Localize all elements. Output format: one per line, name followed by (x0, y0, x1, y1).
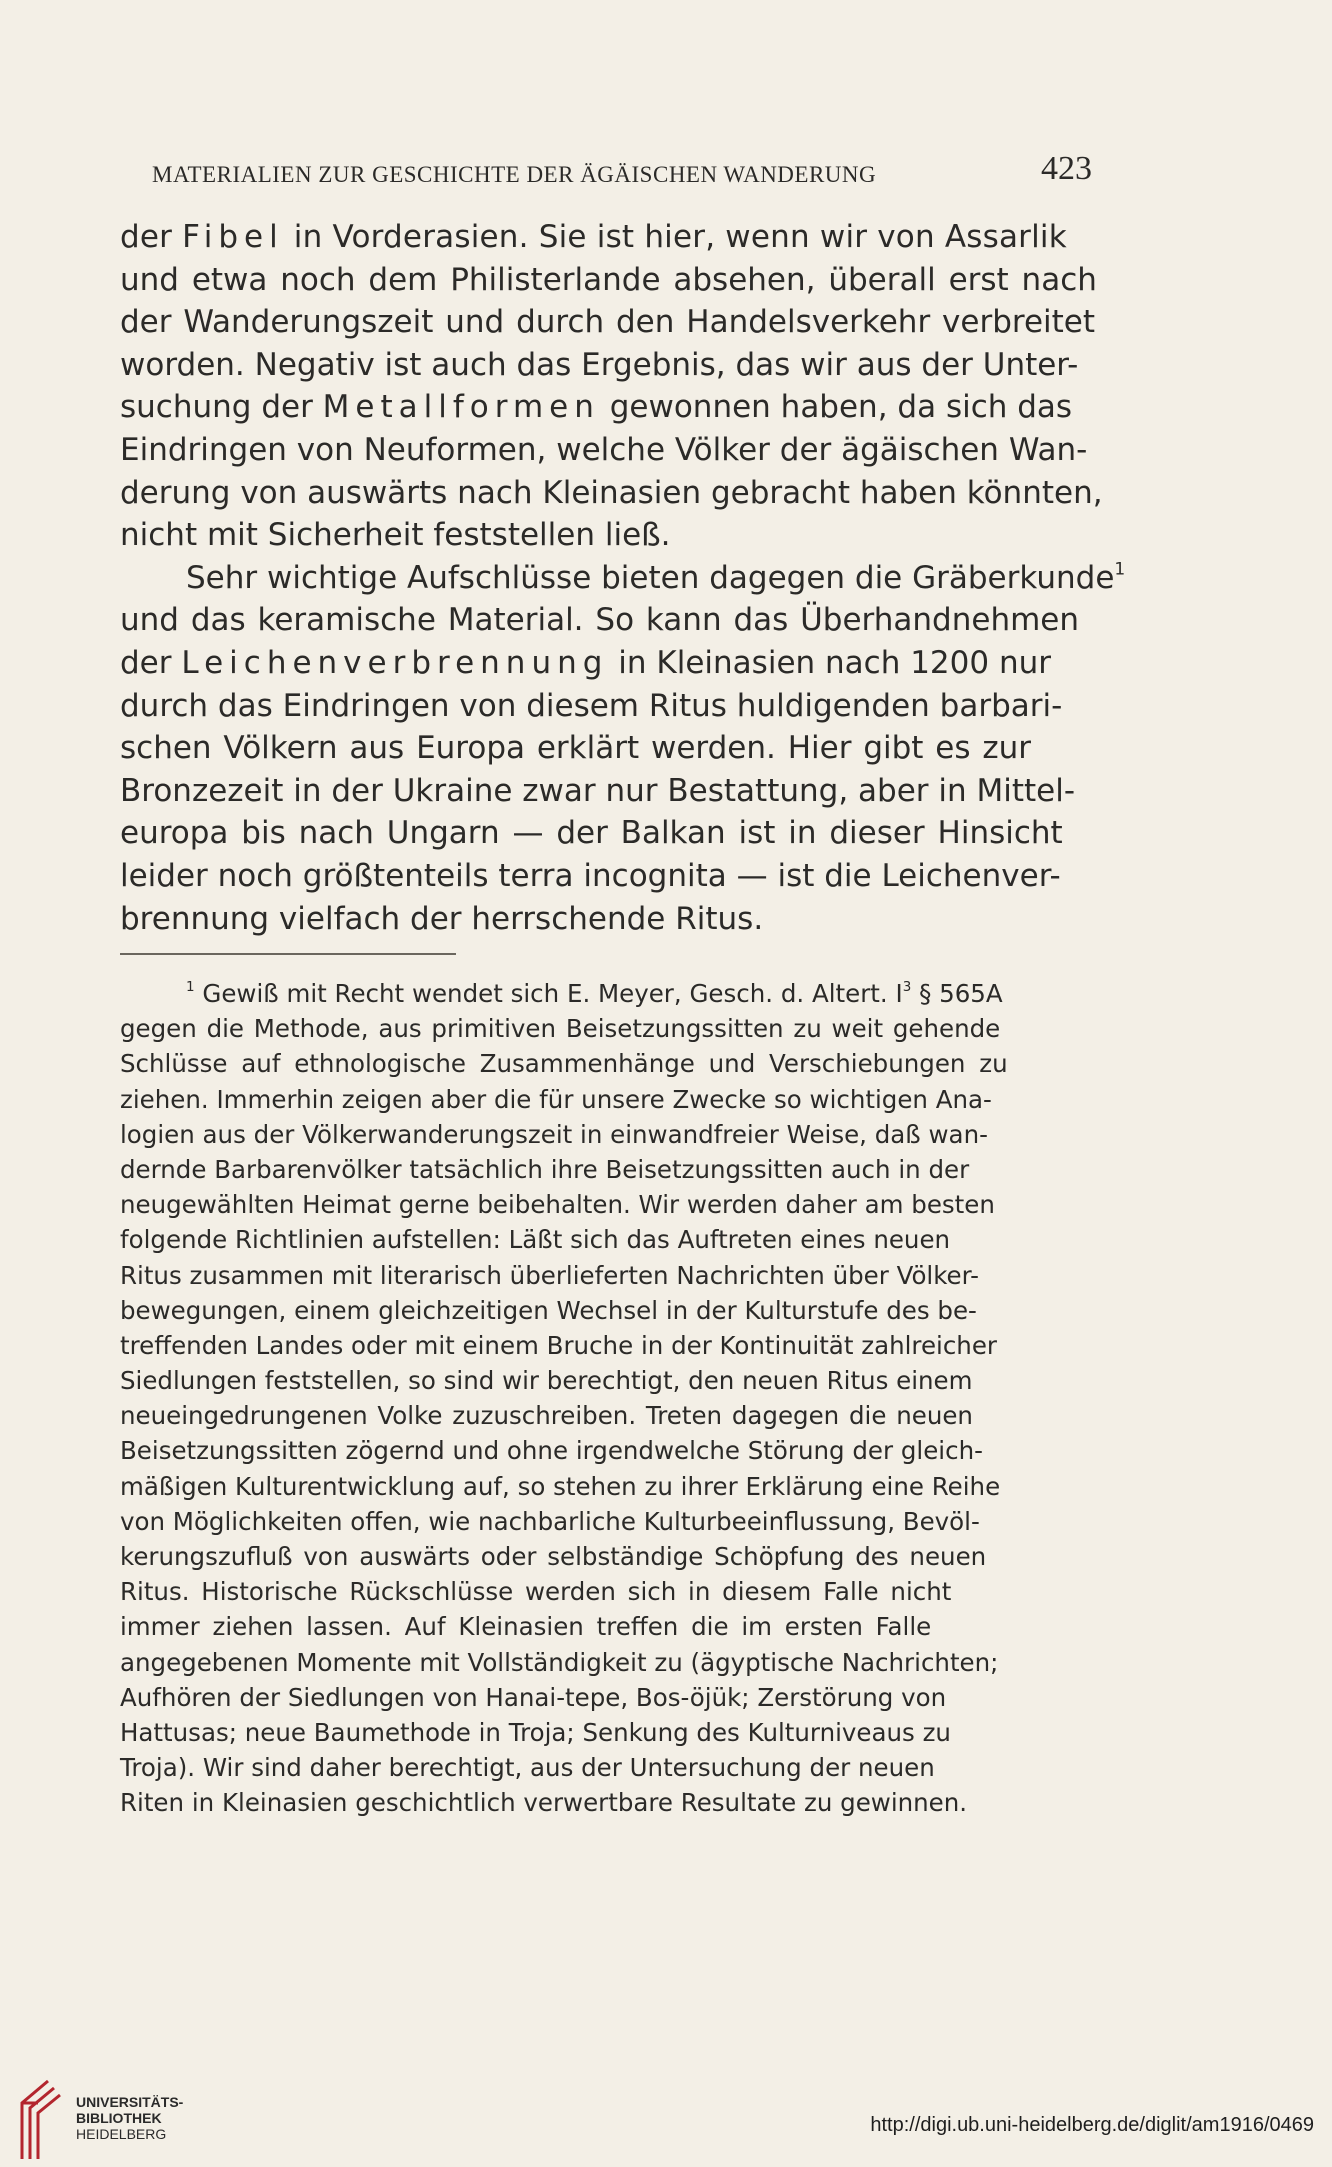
footnote-line: Schlüsse auf ethnologische Zusammenhänge und Verschiebungen zu (120, 1049, 1008, 1079)
footnote-line: immer ziehen lassen. Auf Kleinasien treffen die im ersten Falle (120, 1612, 932, 1642)
library-name (76, 2094, 183, 2142)
footnote-line: Aufhören der Siedlungen von Hanai-tepe, Bos-öjük; Zerstörung von (120, 1682, 947, 1712)
spaced-term: Metallformen (322, 389, 600, 426)
footnote-rule (120, 953, 456, 955)
text-line: brennung vielfach der herrschende Ritus. (120, 900, 764, 937)
running-head (152, 150, 1092, 198)
text-line: der Wanderungszeit und durch den Handelsverkehr verbreitet (120, 304, 1096, 341)
body-text (120, 216, 1126, 940)
text-line: der Leichenverbrennung in Kleinasien nach 1200 nur (120, 644, 1051, 681)
footnotes (120, 976, 1092, 1821)
text-line: Sehr wichtige Aufschlüsse bieten dagegen die Gräberkunde$^1$ (186, 559, 1126, 596)
text-line: leider noch größtenteils terra incognita — ist die Leichenver- (120, 857, 1061, 894)
footnote-line: dernde Barbarenvölker tatsächlich ihre Beisetzungssitten auch in der (120, 1154, 970, 1184)
spaced-term: Leichenverbrennung (181, 644, 609, 681)
footnote-line: Beisetzungssitten zögernd und ohne irgendwelche Störung der gleich- (120, 1436, 983, 1466)
footnote-line: von Möglichkeiten offen, wie nachbarliche Kulturbeeinflussung, Bevöl- (120, 1506, 980, 1536)
text-line: Bronzezeit in der Ukraine zwar nur Bestattung, aber in Mittel- (120, 772, 1076, 809)
text-line: nicht mit Sicherheit feststellen ließ. (120, 517, 671, 554)
footnote-line: mäßigen Kulturentwicklung auf, so stehen zu ihrer Erklärung eine Reihe (120, 1471, 1001, 1501)
text-line: suchung der Metallformen gewonnen haben, da sich das (120, 389, 1073, 426)
library-name-line: UNIVERSITÄTS- (76, 2094, 184, 2110)
text-line: worden. Negativ ist auch das Ergebnis, das wir aus der Unter- (120, 346, 1079, 383)
footnote-line: Troja). Wir sind daher berechtigt, aus der Untersuchung der neuen (120, 1753, 935, 1783)
footnote-line: Ritus zusammen mit literarisch überlieferten Nachrichten über Völker- (120, 1260, 979, 1290)
footnote-line: treffenden Landes oder mit einem Bruche in der Kontinuität zahlreicher (120, 1330, 997, 1360)
text-line: Eindringen von Neuformen, welche Völker der ägäischen Wan- (120, 431, 1088, 468)
text-line: schen Völkern aus Europa erklärt werden. Hier gibt es zur (120, 730, 1032, 767)
spaced-term: Fibel (182, 219, 284, 255)
text-line: und das keramische Material. So kann das Überhandnehmen (120, 602, 1080, 639)
footnote-line: $^1$ Gewiß mit Recht wendet sich E. Meyer, Gesch. d. Altert. $I^3$ § 565A (186, 979, 1003, 1008)
text-line: der Fibel in Vorderasien. Sie ist hier, wenn wir von Assarlik (120, 219, 1067, 255)
footnote-line: Siedlungen feststellen, so sind wir berechtigt, den neuen Ritus einem (120, 1366, 973, 1396)
footnote-line: logien aus der Völkerwanderungszeit in einwandfreier Weise, daß wan- (120, 1119, 988, 1149)
text-line: europa bis nach Ungarn — der Balkan ist in dieser Hinsicht (120, 815, 1063, 852)
footnote-line: neugewählten Heimat gerne beibehalten. Wir werden daher am besten (120, 1190, 995, 1220)
footnote-line: Ritus. Historische Rückschlüsse werden sich in diesem Falle nicht (120, 1577, 952, 1607)
running-title: MATERIALIEN ZUR GESCHICHTE DER ÄGÄISCHEN WANDERUNG (152, 162, 877, 187)
footnote-line: angegebenen Momente mit Vollständigkeit zu (ägyptische Nachrichten; (120, 1647, 999, 1677)
footnote-line: Hattusas; neue Baumethode in Troja; Senkung des Kulturniveaus zu (120, 1717, 951, 1747)
footnote-line: gegen die Methode, aus primitiven Beisetzungssitten zu weit gehende (120, 1014, 1001, 1044)
source-url-link[interactable]: http://digi.ub.uni-heidelberg.de/diglit/am1916/0469 (870, 2114, 1314, 2136)
footnote-marker: 1 (186, 979, 195, 996)
library-logo (14, 2075, 62, 2161)
library-name-line: BIBLIOTHEK (76, 2110, 162, 2126)
text-line: derung von auswärts nach Kleinasien gebracht haben könnten, (120, 474, 1103, 511)
page-number: 423 (1041, 150, 1092, 187)
footnote-line: neueingedrungenen Volke zuzuschreiben. Treten dagegen die neuen (120, 1401, 973, 1431)
edition-superscript: 3 (902, 979, 912, 996)
library-name-line: HEIDELBERG (76, 2126, 167, 2142)
text-line: durch das Eindringen von diesem Ritus huldigenden barbari- (120, 687, 1063, 724)
footnote-line: bewegungen, einem gleichzeitigen Wechsel in der Kulturstufe des be- (120, 1295, 977, 1325)
footnote-line: kerungszufluß von auswärts oder selbständige Schöpfung des neuen (120, 1542, 987, 1571)
footnote-line: folgende Richtlinien aufstellen: Läßt sich das Auftreten eines neuen (120, 1225, 951, 1255)
text-line: und etwa noch dem Philisterlande absehen, überall erst nach (120, 261, 1097, 298)
footnote-line: Riten in Kleinasien geschichtlich verwertbare Resultate zu gewinnen. (120, 1788, 968, 1818)
footnote-ref: 1 (1114, 559, 1126, 580)
footnote-line: ziehen. Immerhin zeigen aber die für unsere Zwecke so wichtigen Ana- (120, 1084, 992, 1114)
